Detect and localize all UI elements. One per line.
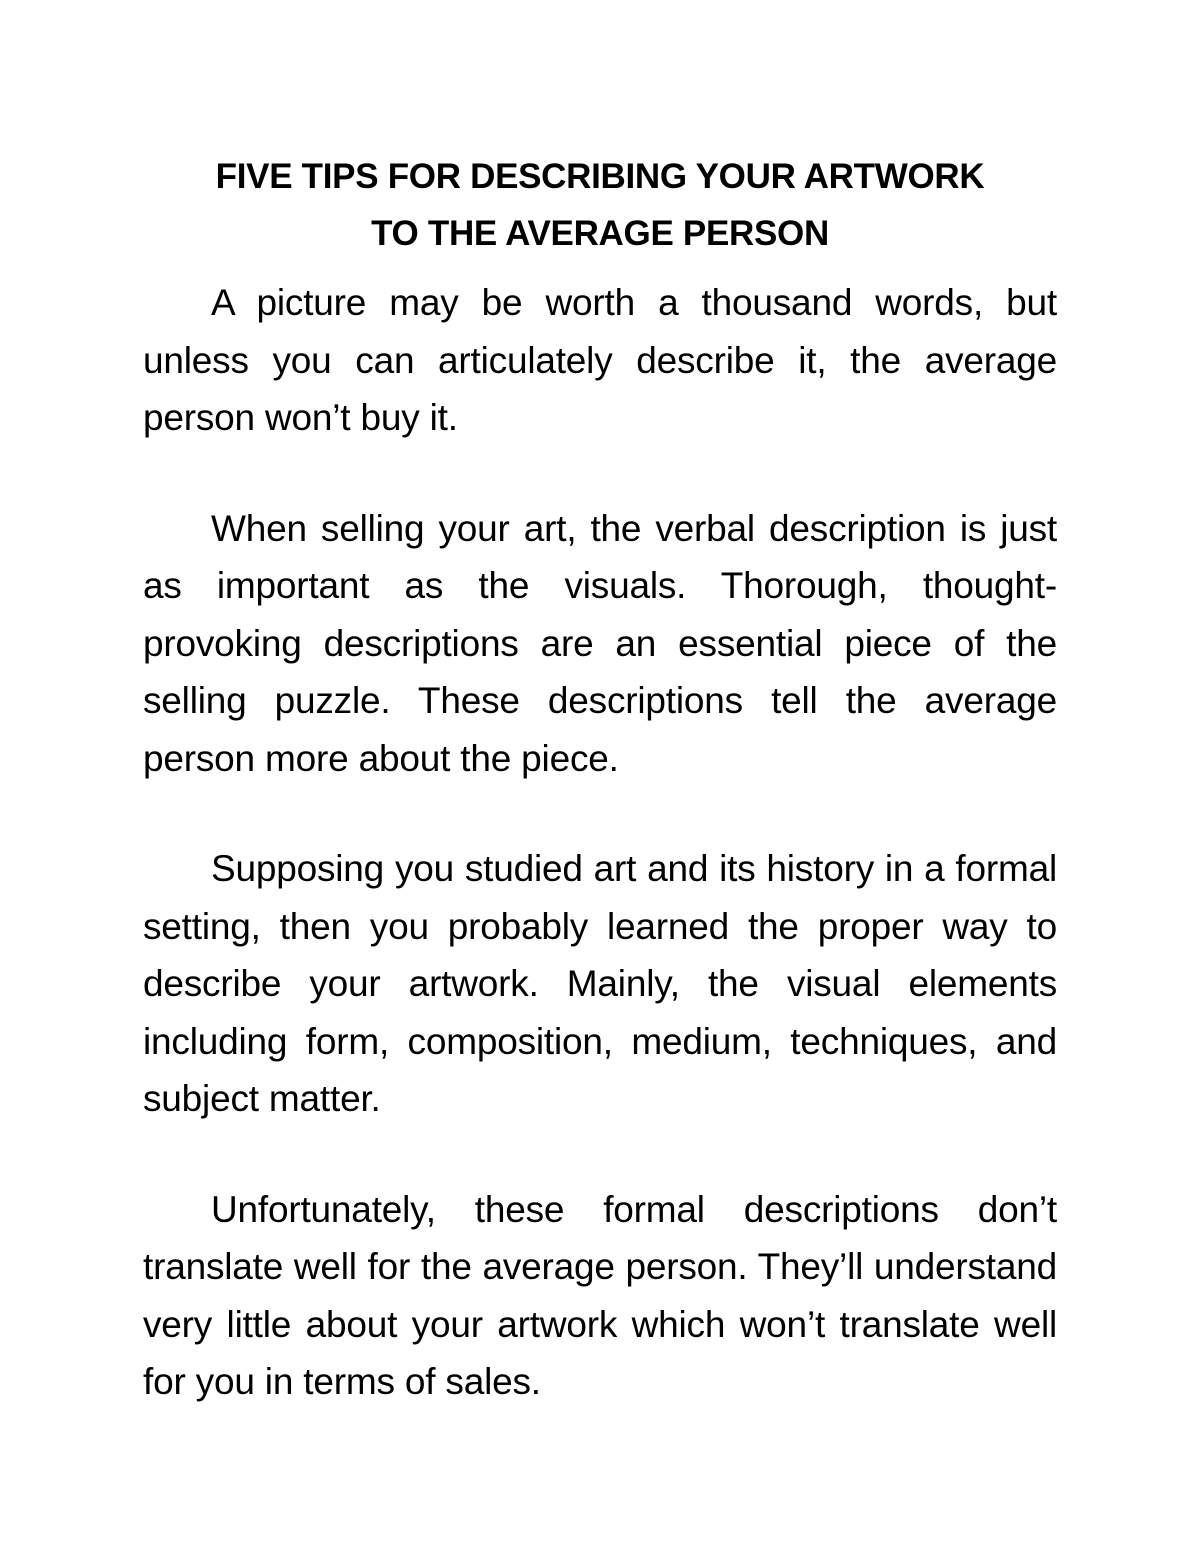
title-line-1: FIVE TIPS FOR DESCRIBING YOUR ARTWORK xyxy=(215,157,985,196)
paragraph-2: When selling your art, the verbal description is just as important as the visuals. Thorough, thought-provoking descriptions are an essential piece of the selling puzzle. These descriptions tell the average person more about the piece. xyxy=(143,507,1057,779)
document-title xyxy=(143,148,1057,262)
paragraph-3: Supposing you studied art and its history in a formal setting, then you probably learned the proper way to describe your artwork. Mainly, the visual elements including form, composition, medium, techniques, and subject matter. xyxy=(143,848,1057,1119)
document-body xyxy=(143,274,1057,1411)
title-line-2: TO THE AVERAGE PERSON xyxy=(371,214,829,253)
paragraph-1: A picture may be worth a thousand words, but unless you can articulately describe it, the average person won’t buy it. xyxy=(143,282,1057,438)
paragraph-4: Unfortunately, these formal descriptions don’t translate well for the average person. They’ll understand very little about your artwork which won’t translate well for you in terms of sales. xyxy=(143,1188,1057,1402)
